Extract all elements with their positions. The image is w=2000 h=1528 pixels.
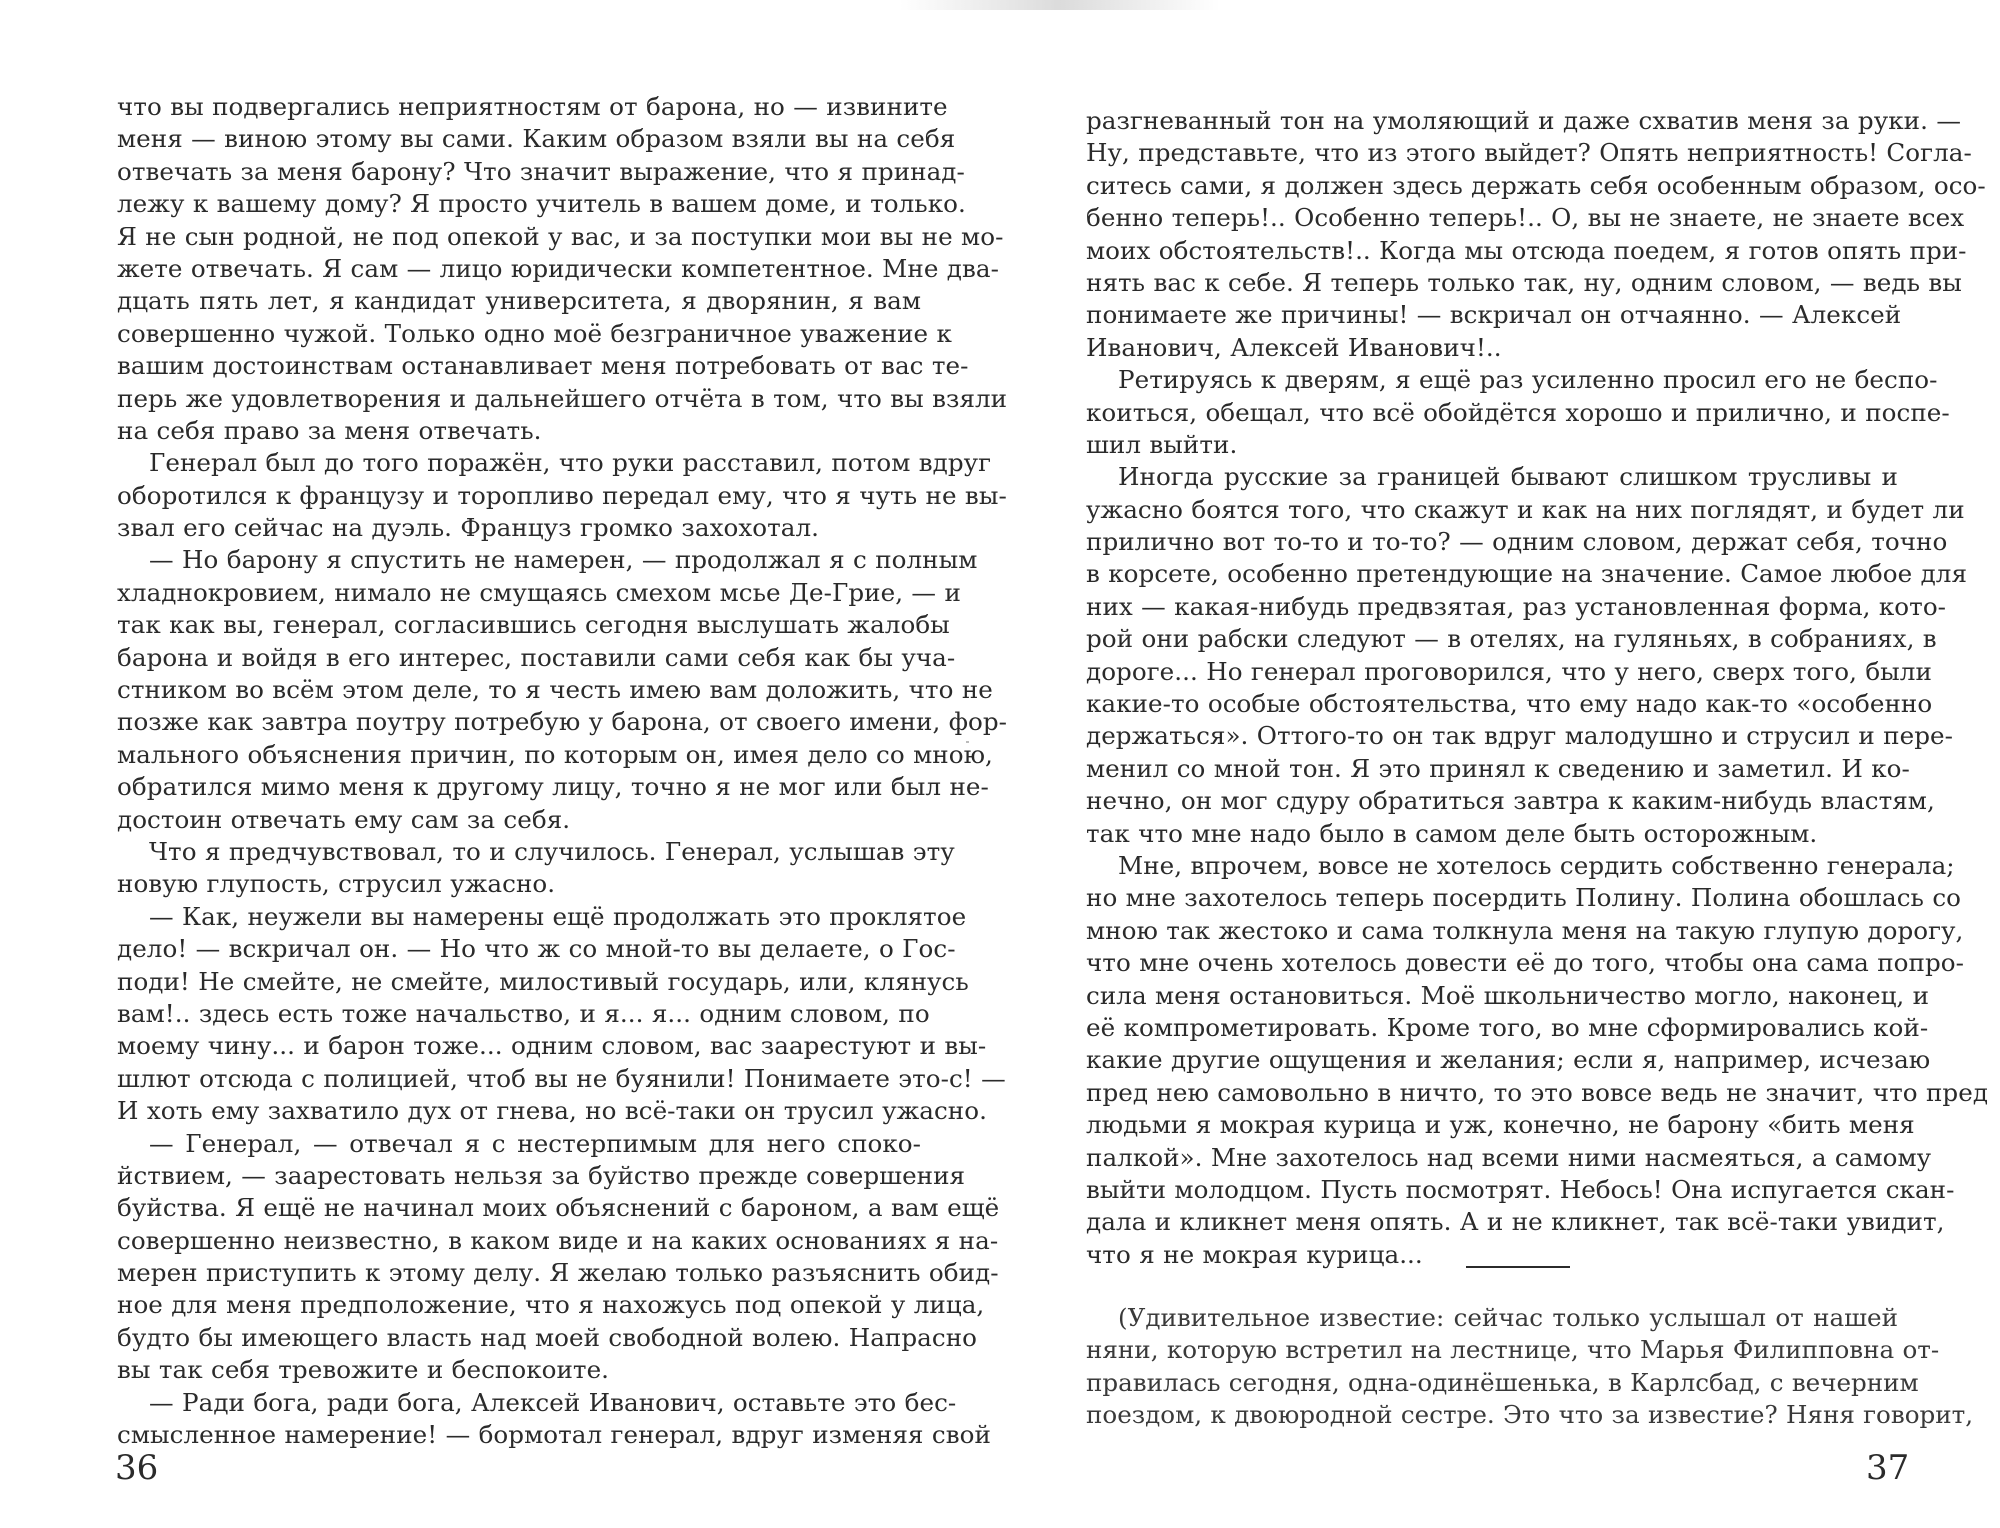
text-line: ситесь сами, я должен здесь держать себя особенным образом, осо-	[1086, 170, 1986, 200]
text-line: совершенно чужой. Только одно моё безграничное уважение к	[117, 318, 952, 348]
text-line: новую глупость, струсил ужасно.	[117, 869, 556, 899]
text-line: что я не мокрая курица...	[1086, 1239, 1423, 1269]
text-line: мального объяснения причин, по которым он, имея дело со мною,	[117, 739, 993, 769]
text-line: Генерал был до того поражён, что руки расставил, потом вдруг	[149, 448, 992, 478]
text-line: рой они рабски следуют — в отелях, на гуляньях, в собраниях, в	[1086, 624, 1937, 654]
text-line: Ну, представьте, что из этого выйдет? Опять неприятность! Согла-	[1086, 138, 1972, 168]
text-line: коиться, обещал, что всё обойдётся хорошо и прилично, и поспе-	[1086, 397, 1950, 427]
text-line: мерен приступить к этому делу. Я желаю только разъяснить обид-	[117, 1258, 999, 1288]
text-line: перь же удовлетворения и дальнейшего отчёта в том, что вы взяли	[117, 383, 1008, 413]
text-line: держаться». Оттого-то он так вдруг малодушно и струсил и пере-	[1086, 721, 1953, 751]
text-line: вашим достоинствам останавливает меня потребовать от вас те-	[117, 351, 969, 381]
text-line: лежу к вашему дому? Я просто учитель в вашем доме, и только.	[117, 189, 966, 219]
text-line: сила меня остановиться. Моё школьничество могло, наконец, и	[1086, 980, 1930, 1010]
text-line: Я не сын родной, не под опекой у вас, и за поступки мои вы не мо-	[117, 221, 1004, 251]
text-line: стником во всём этом деле, то я честь имею вам доложить, что не	[117, 675, 993, 705]
text-line: так что мне надо было в самом деле быть осторожным.	[1086, 818, 1818, 848]
page-number: 36	[115, 1448, 159, 1488]
text-line: Что я предчувствовал, то и случилось. Генерал, услышав эту	[149, 836, 955, 866]
left-page-text	[117, 91, 1008, 1451]
text-line: жете отвечать. Я сам — лицо юридически компетентное. Мне два-	[117, 253, 999, 283]
text-line: дцать пять лет, я кандидат университета, я дворянин, я вам	[117, 286, 921, 316]
text-line: поездом, к двоюродной сестре. Это что за известие? Няня говорит,	[1086, 1400, 1974, 1430]
text-line: какие другие ощущения и желания; если я, например, исчезаю	[1086, 1045, 1931, 1075]
text-line: Мне, впрочем, вовсе не хотелось сердить собственно генерала;	[1118, 850, 1955, 880]
text-line: нять вас к себе. Я теперь только так, ну, одним словом, — ведь вы	[1086, 267, 1962, 297]
text-line: моему чину... и барон тоже... одним словом, вас заарестуют и вы-	[117, 1031, 987, 1061]
text-line: ужасно боятся того, что скажут и как на них поглядят, и будет ли	[1086, 494, 1965, 524]
text-line: смысленное намерение! — бормотал генерал, вдруг изменяя свой	[117, 1420, 991, 1450]
text-line: (Удивительное известие: сейчас только услышал от нашей	[1118, 1303, 1898, 1332]
page-number: 37	[1866, 1448, 1910, 1488]
text-line: прилично вот то-то и то-то? — одним словом, держат себя, точно	[1086, 527, 1948, 557]
text-line: правилась сегодня, одна-одинёшенька, в Карлсбад, с вечерним	[1086, 1367, 1919, 1397]
text-line: вы так себя тревожите и беспокоите.	[117, 1355, 610, 1385]
text-line: хладнокровием, нимало не смущаясь смехом мсье Де-Грие, — и	[117, 577, 961, 607]
text-line: — Как, неужели вы намерены ещё продолжать это проклятое	[149, 901, 967, 931]
text-line: позже как завтра поутру потребую у барона, от своего имени, фор-	[117, 707, 1008, 737]
text-line: разгневанный тон на умоляющий и даже схватив меня за руки. —	[1086, 106, 1961, 135]
right-page	[1000, 0, 2000, 1528]
text-line: Ретируясь к дверям, я ещё раз усиленно просил его не беспо-	[1118, 365, 1938, 395]
text-line: её компрометировать. Кроме того, во мне сформировались кой-	[1086, 1012, 1929, 1042]
text-line: понимаете же причины! — вскричал он отчаянно. — Алексей	[1086, 300, 1902, 330]
text-line: на себя право за меня отвечать.	[117, 415, 542, 445]
text-line: меня — виною этому вы сами. Каким образом взяли вы на себя	[117, 124, 956, 154]
text-line: — Ради бога, ради бога, Алексей Иванович, оставьте это бес-	[149, 1387, 957, 1417]
text-line: какие-то особые обстоятельства, что ему надо как-то «особенно	[1086, 689, 1933, 719]
text-line: отвечать за меня барону? Что значит выражение, что я принад-	[117, 156, 965, 186]
text-line: что вы подвергались неприятностям от барона, но — извините	[117, 92, 948, 121]
text-line: что мне очень хотелось довести её до того, чтобы она сама попро-	[1086, 948, 1964, 978]
text-line: И хоть ему захватило дух от гнева, но всё-таки он трусил ужасно.	[117, 1096, 987, 1126]
text-line: буйства. Я ещё не начинал моих объяснений с бароном, а вам ещё	[117, 1193, 1000, 1223]
text-line: Иванович, Алексей Иванович!..	[1086, 332, 1502, 362]
text-line: няни, которую встретил на лестнице, что Марья Филипповна от-	[1086, 1335, 1940, 1365]
text-line: йствием, — заарестовать нельзя за буйство прежде совершения	[117, 1160, 966, 1190]
section-separator	[1466, 1266, 1570, 1268]
text-line: дороге... Но генерал проговорился, что у него, сверх того, были	[1086, 656, 1932, 686]
text-line: палкой». Мне захотелось над всеми ними насмеяться, а самому	[1086, 1142, 1932, 1172]
text-line: дело! — вскричал он. — Но что ж со мной-то вы делаете, о Гос-	[117, 934, 956, 964]
text-line: оборотился к французу и торопливо передал ему, что я чуть не вы-	[117, 480, 1007, 510]
text-line: менил со мной тон. Я это принял к сведению и заметил. И ко-	[1086, 753, 1910, 783]
text-line: ное для меня предположение, что я нахожусь под опекой у лица,	[117, 1290, 985, 1320]
text-line: выйти молодцом. Пусть посмотрят. Небось! Она испугается скан-	[1086, 1174, 1955, 1204]
text-line: дала и кликнет меня опять. А и не кликнет, так всё-таки увидит,	[1086, 1207, 1945, 1237]
text-line: — Генерал, — отвечал я с нестерпимым для него споко-	[149, 1128, 921, 1158]
text-line: достоин отвечать ему сам за себя.	[117, 804, 571, 834]
text-line: пред нею самовольно в ничто, то это вовсе ведь не значит, что пред	[1086, 1077, 1989, 1107]
right-page-text	[1086, 105, 1989, 1271]
text-line: нечно, он мог сдуру обратиться завтра к каким-нибудь властям,	[1086, 786, 1935, 816]
text-line: них — какая-нибудь предвзятая, раз установленная форма, кото-	[1086, 591, 1947, 621]
note-text	[1086, 1302, 1974, 1432]
text-line: мною так жестоко и сама толкнула меня на такую глупую дорогу,	[1086, 915, 1964, 945]
text-line: Иногда русские за границей бывают слишком трусливы и	[1118, 462, 1898, 492]
text-line: будто бы имеющего власть над моей свободной волею. Напрасно	[117, 1322, 977, 1352]
text-line: в корсете, особенно претендующие на значение. Самое любое для	[1086, 559, 1968, 589]
text-line: моих обстоятельств!.. Когда мы отсюда поедем, я готов опять при-	[1086, 235, 1967, 265]
text-line: — Но барону я спустить не намерен, — продолжал я с полным	[149, 545, 978, 575]
text-line: людьми я мокрая курица и уж, конечно, не барону «бить меня	[1086, 1110, 1915, 1140]
text-line: шлют отсюда с полицией, чтоб вы не буянили! Понимаете это-с! —	[117, 1063, 1006, 1093]
text-line: так как вы, генерал, согласившись сегодня выслушать жалобы	[117, 610, 950, 640]
text-line: но мне захотелось теперь посердить Полину. Полина обошлась со	[1086, 883, 1961, 913]
text-line: совершенно неизвестно, в каком виде и на каких основаниях я на-	[117, 1225, 999, 1255]
text-line: бенно теперь!.. Особенно теперь!.. О, вы не знаете, не знаете всех	[1086, 203, 1965, 233]
text-line: поди! Не смейте, не смейте, милостивый государь, или, клянусь	[117, 966, 969, 996]
text-line: вам!.. здесь есть тоже начальство, и я... я... одним словом, по	[117, 998, 930, 1028]
text-line: шил выйти.	[1086, 429, 1238, 459]
text-line: звал его сейчас на дуэль. Француз громко захохотал.	[117, 513, 820, 543]
text-line: обратился мимо меня к другому лицу, точно я не мог или был не-	[117, 772, 989, 802]
text-line: барона и войдя в его интерес, поставили сами себя как бы уча-	[117, 642, 956, 672]
